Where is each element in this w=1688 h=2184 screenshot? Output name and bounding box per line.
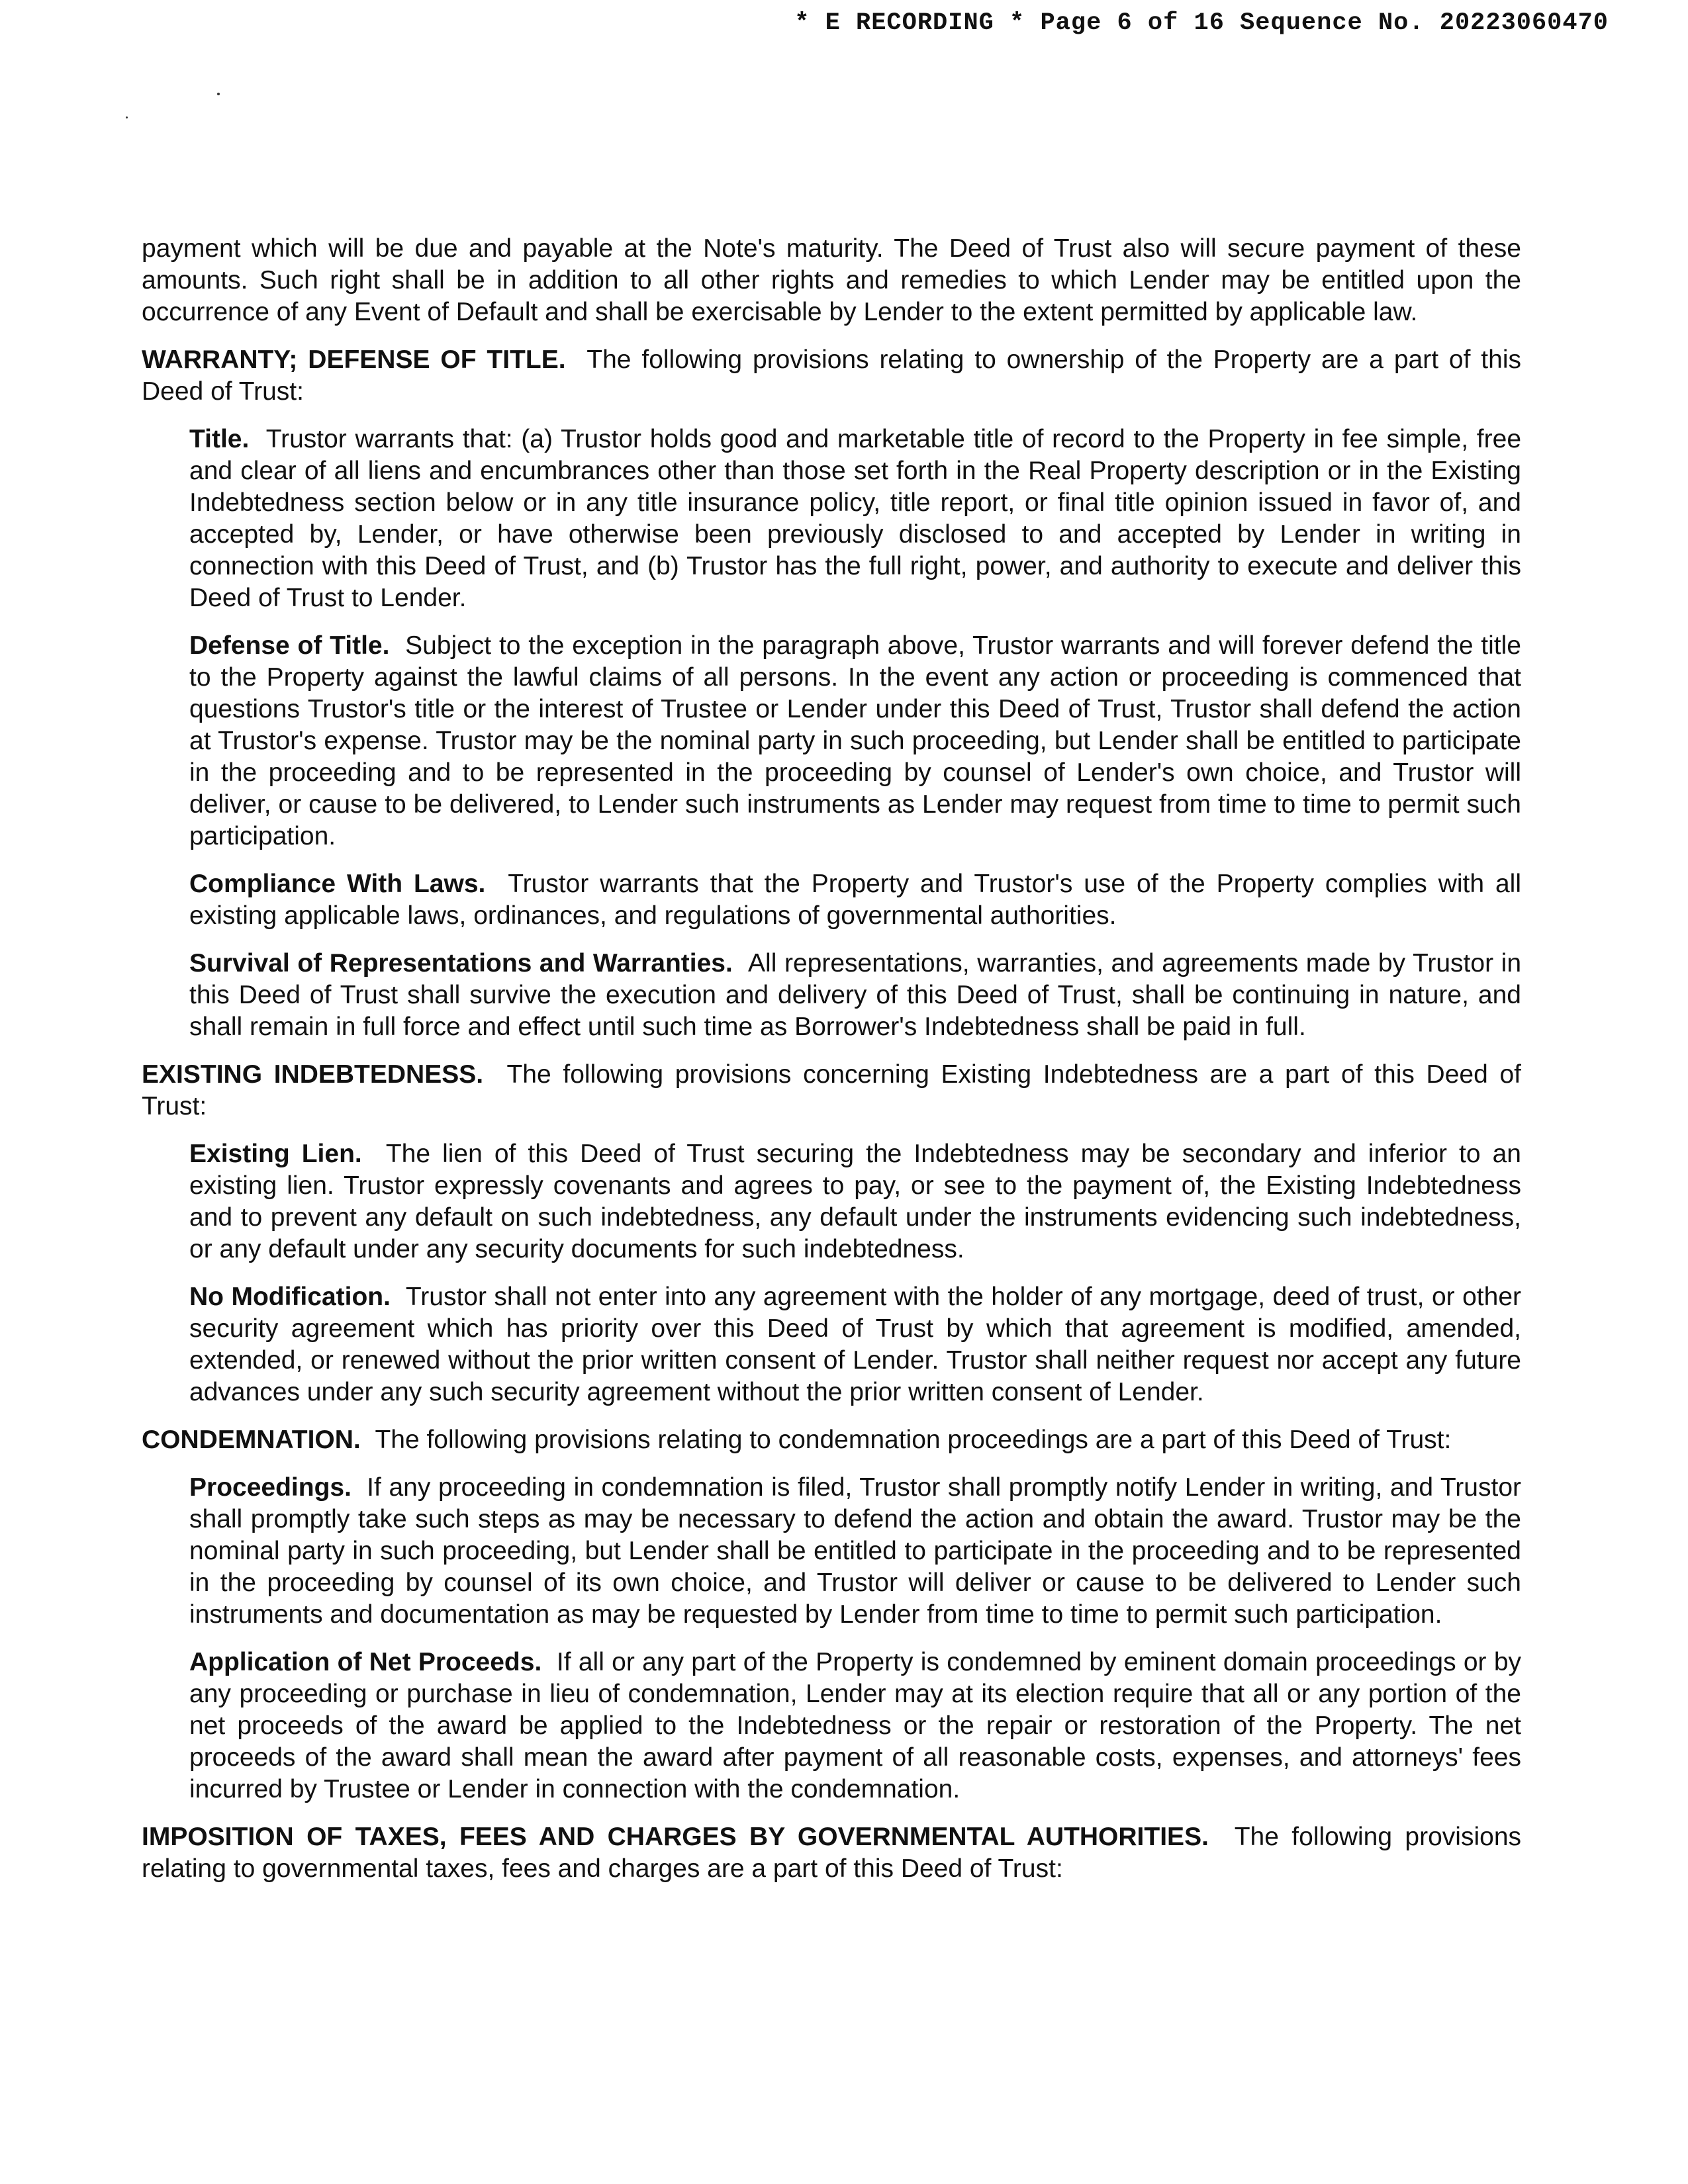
scan-speck: [217, 93, 220, 95]
paragraph-text: If any proceeding in condemnation is filed, Trustor shall promptly notify Lender in writing, and Trustor shall promptly take such steps as may be necessary to defend the action and obtain the award. Trustor may be the nominal party in such proceeding, but Lender shall be entitled to participate in the proceeding and to be represented in the proceeding by counsel of its own choice, and Trustor will deliver or cause to be delivered to Lender such instruments and documentation as may be requested by Lender from time to time to permit such participation.: [189, 1473, 1521, 1629]
subsection-heading: Title.: [189, 425, 250, 453]
paragraph-text: If all or any part of the Property is condemned by eminent domain proceedings or by any proceeding or purchase in lieu of condemnation, Lender may at its election require that all or any portion of the net proceeds of the award be applied to the Indebtedness or the repair or restoration of the Property. The net proceeds of the award shall mean the award after payment of all reasonable costs, expenses, and attorneys' fees incurred by Trustee or Lender in connection with the condemnation.: [189, 1648, 1522, 1803]
paragraph-text: The following provisions concerning Existing Indebtedness are a part of this Deed of Trust:: [142, 1060, 1522, 1120]
subsection-defense-of-title: [142, 630, 1521, 852]
paragraph-text: All representations, warranties, and agreements made by Trustor in this Deed of Trust shall survive the execution and delivery of this Deed of Trust, shall be continuing in nature, and shall remain in full force and effect until such time as Borrower's Indebtedness shall be paid in full.: [189, 949, 1522, 1041]
paragraph-text: The lien of this Deed of Trust securing the Indebtedness may be secondary and inferior to an existing lien. Trustor expressly covenants and agrees to pay, or see to the payment of, the Existing Indebtedness and to prevent any default on such indebtedness, any default under the instruments evidencing such indebtedness, or any default under any security documents for such indebtedness.: [189, 1140, 1521, 1263]
section-existing-indebtedness: [142, 1059, 1521, 1122]
section-heading: EXISTING INDEBTEDNESS.: [142, 1060, 484, 1089]
subsection-heading: No Modification.: [189, 1283, 391, 1311]
paragraph-text: Subject to the exception in the paragraph above, Trustor warrants and will forever defend the title to the Property against the lawful claims of all persons. In the event any action or proceeding is commenced that questions Trustor's title or the interest of Trustee or Lender under this Deed of Trust, Trustor shall defend the action at Trustor's expense. Trustor may be the nominal party in such proceeding, but Lender shall be entitled to participate in the proceeding and to be represented in the proceeding by counsel of Lender's own choice, and Trustor will deliver, or cause to be delivered, to Lender such instruments as Lender may request from time to time to permit such participation.: [189, 631, 1521, 850]
subsection-existing-lien: [142, 1138, 1521, 1265]
paragraph-continuation: [142, 233, 1521, 328]
subsection-heading: Application of Net Proceeds.: [189, 1648, 542, 1676]
paragraph-text: Trustor warrants that the Property and Trustor's use of the Property complies with all existing applicable laws, ordinances, and regulations of governmental authorities.: [189, 870, 1521, 930]
subsection-heading: Proceedings.: [189, 1473, 352, 1502]
section-heading: CONDEMNATION.: [142, 1426, 361, 1454]
subsection-survival: [142, 948, 1521, 1043]
subsection-heading: Existing Lien.: [189, 1140, 362, 1168]
paragraph-text: payment which will be due and payable at the Note's maturity. The Deed of Trust also will secure payment of these amounts. Such right shall be in addition to all other rights and remedies to which Lender may be entitled upon the occurrence of any Event of Default and shall be exercisable by Lender to the extent permitted by applicable law.: [142, 234, 1521, 326]
subsection-heading: Compliance With Laws.: [189, 870, 486, 898]
paragraph-text: The following provisions relating to condemnation proceedings are a part of this Deed of Trust:: [375, 1426, 1452, 1454]
subsection-compliance: [142, 868, 1521, 932]
section-warranty: [142, 344, 1521, 408]
section-taxes: [142, 1821, 1521, 1885]
section-heading: WARRANTY; DEFENSE OF TITLE.: [142, 345, 566, 374]
subsection-proceedings: [142, 1472, 1521, 1631]
section-condemnation: [142, 1424, 1521, 1456]
scan-speck: [126, 116, 128, 118]
subsection-net-proceeds: [142, 1647, 1521, 1805]
subsection-no-modification: [142, 1281, 1521, 1408]
subsection-heading: Defense of Title.: [189, 631, 390, 660]
section-heading: IMPOSITION OF TAXES, FEES AND CHARGES BY GOVERNMENTAL AUTHORITIES.: [142, 1823, 1209, 1851]
subsection-title: [142, 424, 1521, 614]
recording-header: * E RECORDING * Page 6 of 16 Sequence No. 20223060470: [794, 9, 1609, 37]
paragraph-text: The following provisions relating to governmental taxes, fees and charges are a part of this Deed of Trust:: [142, 1823, 1522, 1883]
subsection-heading: Survival of Representations and Warranties.: [189, 949, 733, 978]
paragraph-text: Trustor warrants that: (a) Trustor holds good and marketable title of record to the Property in fee simple, free and clear of all liens and encumbrances other than those set forth in the Real Property description or in the Existing Indebtedness section below or in any title insurance policy, title report, or final title opinion issued in favor of, and accepted by, Lender, or have otherwise been previously disclosed to and accepted by Lender in writing in connection with this Deed of Trust, and (b) Trustor has the full right, power, and authority to execute and deliver this Deed of Trust to Lender.: [189, 425, 1522, 612]
paragraph-text: The following provisions relating to ownership of the Property are a part of this Deed of Trust:: [142, 345, 1521, 406]
document-body: [142, 233, 1521, 1901]
paragraph-text: Trustor shall not enter into any agreement with the holder of any mortgage, deed of trust, or other security agreement which has priority over this Deed of Trust by which that agreement is modified, amended, extended, or renewed without the prior written consent of Lender. Trustor shall neither request nor accept any future advances under any such security agreement without the prior written consent of Lender.: [189, 1283, 1521, 1406]
